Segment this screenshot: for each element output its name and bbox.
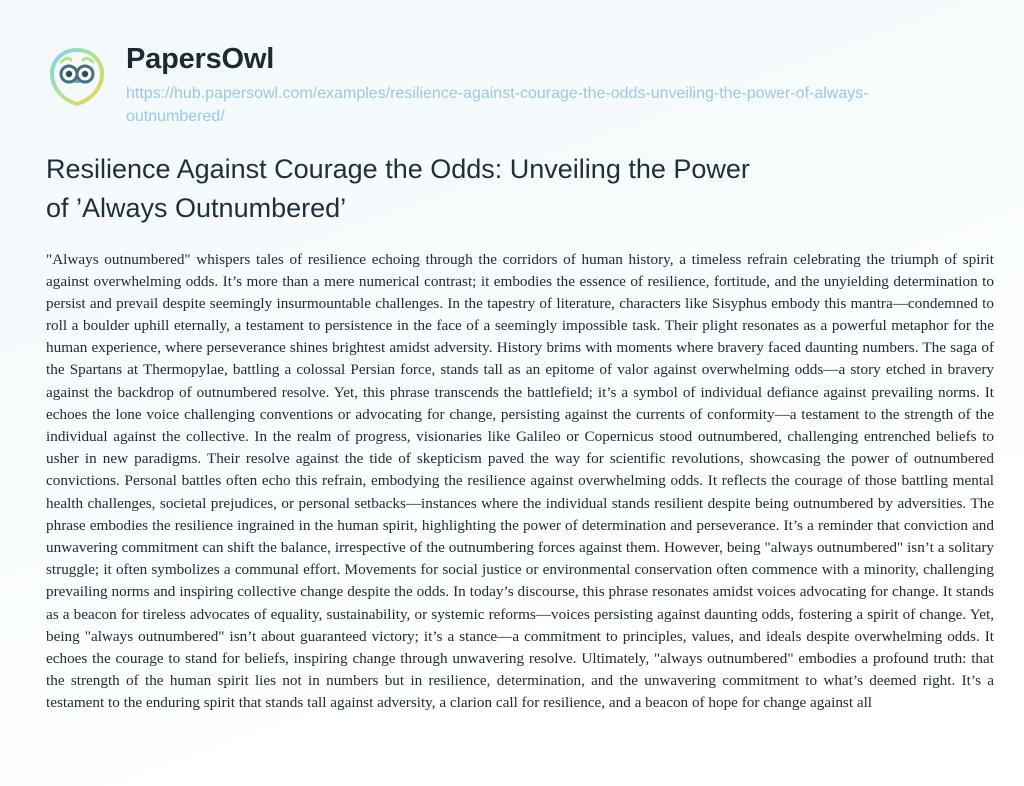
site-header bbox=[46, 40, 994, 128]
page-content bbox=[46, 40, 994, 714]
owl-logo-icon bbox=[46, 46, 108, 108]
article-body: "Always outnumbered" whispers tales of resilience echoing through the corridors of human history, a timeless refrain celebrating the triumph of spirit against overwhelming odds. It’s more than a mere numerical contrast; it embodies the essence of resilience, fortitude, and the unyielding determination to persist and prevail despite seemingly insurmountable challenges. In the tapestry of literature, characters like Sisyphus embody this mantra—condemned to roll a boulder uphill eternally, a testament to persistence in the face of a seemingly impossible task. Their plight resonates as a powerful metaphor for the human experience, where perseverance shines brightest amidst adversity. History brims with moments where bravery faced daunting numbers. The saga of the Spartans at Thermopylae, battling a colossal Persian force, stands tall as an epitome of valor against overwhelming odds—a story etched in bravery against the backdrop of outnumbered resolve. Yet, this phrase transcends the battlefield; it’s a symbol of individual defiance against prevailing norms. It echoes the lone voice challenging conventions or advocating for change, persisting against the currents of conformity—a testament to the strength of the individual against the collective. In the realm of progress, visionaries like Galileo or Copernicus stood outnumbered, challenging entrenched beliefs to usher in new paradigms. Their resolve against the tide of skepticism paved the way for scientific revolutions, showcasing the power of outnumbered convictions. Personal battles often echo this refrain, embodying the resilience against overwhelming odds. It reflects the courage of those battling mental health challenges, societal prejudices, or personal setbacks—instances where the individual stands resilient despite being outnumbered by adversities. The phrase embodies the resilience ingrained in the human spirit, highlighting the power of determination and perseverance. It’s a reminder that conviction and unwavering commitment can shift the balance, irrespective of the outnumbering forces against them. However, being "always outnumbered" isn’t a solitary struggle; it often symbolizes a communal effort. Movements for social justice or environmental conservation often commence with a minority, challenging prevailing norms and inspiring collective change despite the odds. In today’s discourse, this phrase resonates amidst voices advocating for change. It stands as a beacon for tireless advocates of equality, sustainability, or systemic reforms—voices persisting against daunting odds, fostering a spirit of change. Yet, being "always outnumbered" isn’t about guaranteed victory; it’s a stance—a commitment to principles, values, and ideals despite overwhelming odds. It echoes the courage to stand for beliefs, inspiring change through unwavering resolve. Ultimately, "always outnumbered" embodies a profound truth: that the strength of the human spirit lies not in numbers but in resilience, determination, and the unwavering commitment to what’s deemed right. It’s a testament to the enduring spirit that stands tall against adversity, a clarion call for resilience, and a beacon of hope for change against all bbox=[46, 250, 994, 712]
page-title: Resilience Against Courage the Odds: Unveiling the Power of ’Always Outnumbered’ bbox=[46, 154, 750, 224]
source-url[interactable]: https://hub.papersowl.com/examples/resilience-against-courage-the-odds-unveiling-the-power-of-always-outnumbered/ bbox=[126, 84, 869, 126]
brand-name: PapersOwl bbox=[126, 43, 275, 75]
brand-block bbox=[126, 40, 994, 128]
